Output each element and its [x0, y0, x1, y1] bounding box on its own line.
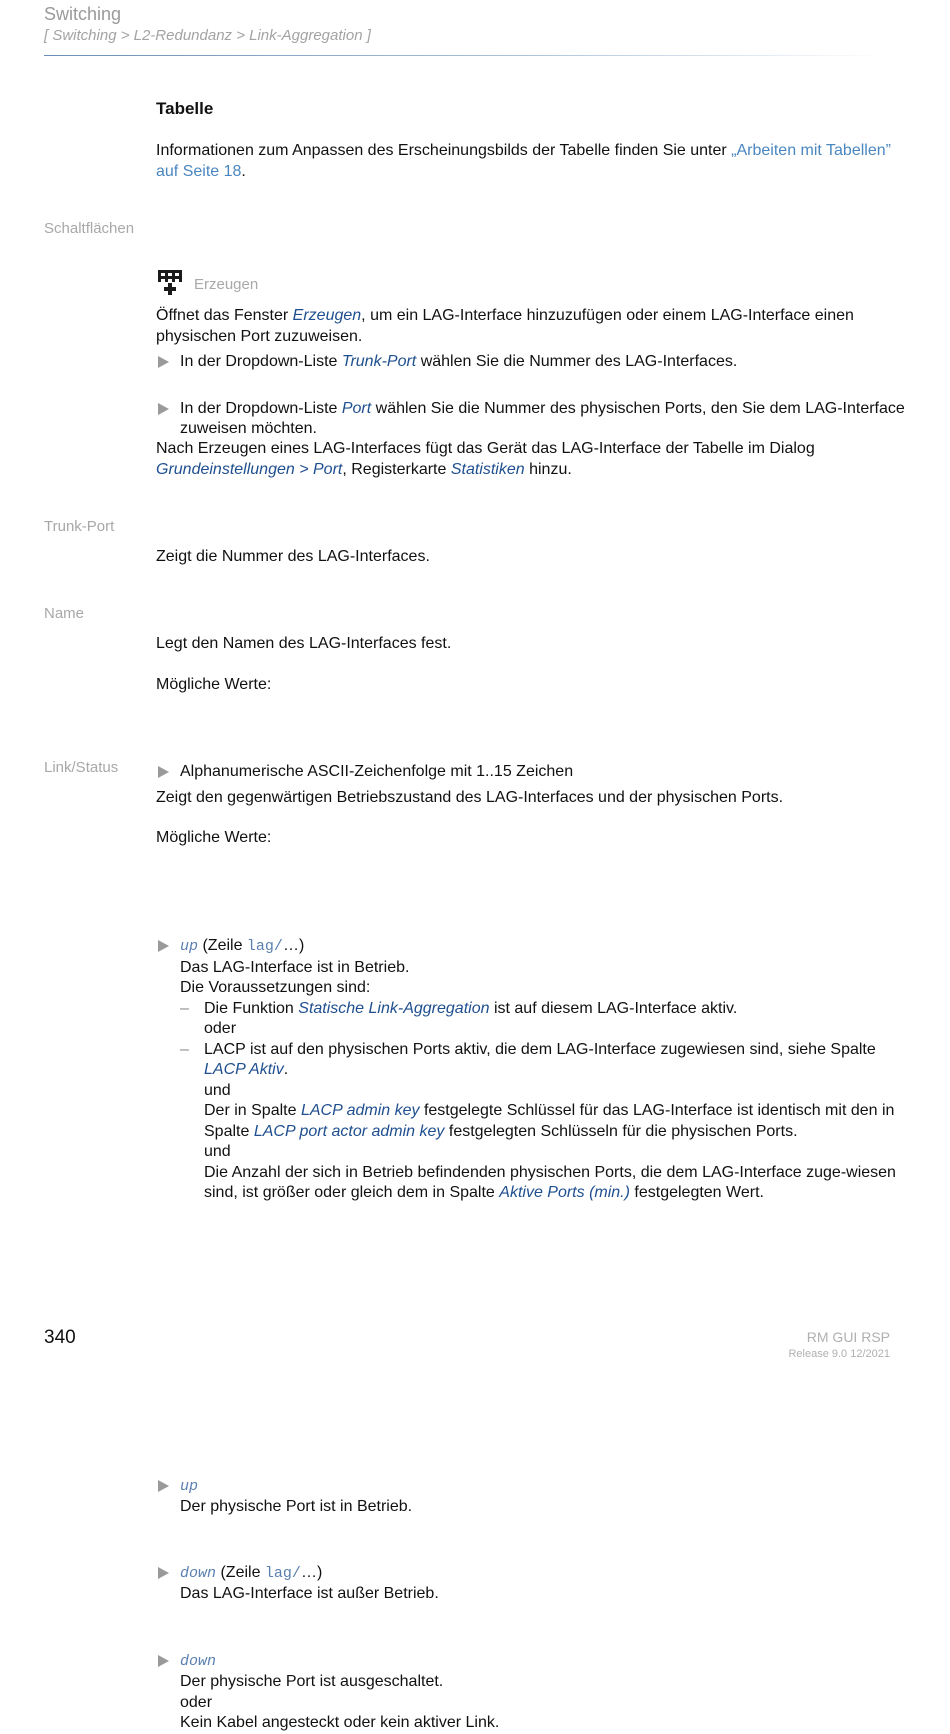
name-values-heading: Mögliche Werte: — [156, 676, 272, 693]
bullet-triangle-icon — [158, 1567, 169, 1579]
ref-port: Port — [341, 399, 372, 417]
page-header-title: Switching — [44, 4, 122, 24]
bullet-triangle-icon — [158, 1655, 169, 1667]
text: oder — [204, 1020, 237, 1037]
value-down: down — [180, 1652, 217, 1670]
text: …) — [282, 937, 305, 954]
key-paragraph — [180, 1101, 920, 1142]
text: …) — [300, 1563, 323, 1581]
header-divider — [44, 55, 884, 56]
ref-trunk-port: Trunk-Port — [341, 353, 417, 370]
text: , um ein LAG-Interface hinzuzufügen oder einem LAG-Interface einen physischen Port zuzuweisen. — [156, 307, 854, 345]
count-paragraph — [180, 1163, 920, 1204]
text: In der Dropdown-Liste — [180, 399, 342, 417]
after-create-paragraph — [156, 439, 896, 480]
value-down: down — [180, 1564, 217, 1582]
create-table-icon — [156, 268, 184, 303]
ref-basic-settings-port: Grundeinstellungen > Port — [156, 460, 343, 478]
dash-item — [180, 1040, 920, 1081]
ref-lacp-admin-key: LACP admin key — [300, 1102, 420, 1119]
text: Kein Kabel angesteckt oder kein aktiver Link. — [180, 1714, 500, 1731]
value-up: up — [180, 938, 199, 955]
create-description — [156, 306, 896, 347]
dash-item — [180, 999, 920, 1020]
text: hinzu. — [524, 460, 572, 478]
page-number: 340 — [44, 1327, 76, 1348]
text: Die Funktion — [204, 999, 299, 1017]
text: . — [283, 1061, 289, 1078]
text: festgelegten Schlüsseln für die physischen Ports. — [444, 1122, 798, 1140]
trunk-port-description: Zeigt die Nummer des LAG-Interfaces. — [156, 548, 430, 565]
text: Öffnet das Fenster — [156, 307, 293, 324]
side-label-trunk-port: Trunk-Port — [44, 518, 115, 535]
bullet-triangle-icon — [158, 403, 169, 415]
name-description: Legt den Namen des LAG-Interfaces fest. — [156, 635, 452, 652]
code-lag: lag/ — [246, 938, 283, 955]
ref-statistics: Statistiken — [450, 460, 525, 478]
table-intro-end: . — [241, 162, 246, 180]
dash-icon: – — [180, 999, 189, 1017]
text: und — [204, 1081, 231, 1099]
text: Das LAG-Interface ist außer Betrieb. — [180, 1585, 439, 1602]
ref-active-ports-min: Aktive Ports (min.) — [499, 1184, 630, 1201]
create-button[interactable] — [156, 268, 896, 303]
list-item-up-lag — [156, 936, 920, 1204]
table-intro-paragraph — [156, 141, 896, 182]
side-label-name: Name — [44, 605, 85, 622]
text: Der in Spalte — [204, 1102, 301, 1119]
text: Die Anzahl der sich in Betrieb befindenden physischen Ports, die dem LAG-Interface zuge-wiesen sind, ist größer oder gleich dem in Spalte — [204, 1163, 896, 1201]
text: festgelegte Schlüssel für das LAG-Interface ist identisch mit den in Spalte — [204, 1102, 895, 1140]
text: oder — [180, 1693, 213, 1711]
list-item — [156, 352, 920, 373]
release-info: Release 9.0 12/2021 — [788, 1348, 890, 1360]
list-item-down-lag — [156, 1563, 920, 1605]
document-name: RM GUI RSP — [806, 1329, 890, 1345]
text: wählen Sie die Nummer des physischen Ports, den Sie dem LAG-Interface zuweisen möchten. — [180, 399, 905, 437]
code-lag: lag/ — [264, 1564, 301, 1582]
bullet-triangle-icon — [158, 356, 169, 368]
section-heading-tabelle: Tabelle — [156, 99, 214, 118]
text: und — [204, 1143, 231, 1160]
text: , Registerkarte — [342, 460, 451, 478]
list-item-down-port — [156, 1651, 920, 1734]
text: Alphanumerische ASCII-Zeichenfolge mit 1..15 Zeichen — [180, 762, 574, 780]
tables-chapter-link[interactable]: „Arbeiten mit Tabellen” auf Seite 18 — [156, 142, 891, 180]
text: Das LAG-Interface ist in Betrieb. — [180, 958, 410, 976]
ref-lacp-active: LACP Aktiv — [204, 1061, 284, 1078]
list-item-up-port — [156, 1476, 920, 1518]
link-status-values-heading: Mögliche Werte: — [156, 829, 272, 846]
text: Nach Erzeugen eines LAG-Interfaces fügt das Gerät das LAG-Interface der Tabelle im Dialog — [156, 440, 815, 457]
text: Der physische Port ist ausgeschaltet. — [180, 1673, 444, 1690]
text: LACP ist auf den physischen Ports aktiv, die dem LAG-Interface zugewiesen sind, siehe Spalte — [204, 1040, 876, 1058]
value-up: up — [180, 1477, 199, 1495]
text: festgelegten Wert. — [629, 1184, 764, 1201]
ref-lacp-port-actor-admin-key: LACP port actor admin key — [253, 1122, 445, 1140]
text: Der physische Port ist in Betrieb. — [180, 1498, 413, 1515]
text: In der Dropdown-Liste — [180, 353, 342, 370]
bullet-triangle-icon — [158, 766, 169, 778]
table-intro-text: Informationen zum Anpassen des Erscheinungsbilds der Tabelle finden Sie unter — [156, 142, 732, 159]
list-item — [156, 762, 920, 783]
ref-erzeugen: Erzeugen — [292, 307, 362, 324]
text: (Zeile — [198, 937, 247, 954]
text: wählen Sie die Nummer des LAG-Interfaces. — [416, 353, 738, 370]
dash-icon: – — [180, 1040, 189, 1058]
link-status-description: Zeigt den gegenwärtigen Betriebszustand des LAG-Interfaces und der physischen Ports. — [156, 789, 784, 806]
breadcrumb: [ Switching > L2-Redundanz > Link-Aggregation ] — [44, 27, 371, 44]
bullet-triangle-icon — [158, 1480, 169, 1492]
create-button-label: Erzeugen — [194, 276, 259, 293]
text: Die Voraussetzungen sind: — [180, 979, 371, 996]
side-label-link-status: Link/Status — [44, 759, 119, 776]
side-label-buttons: Schaltflächen — [44, 220, 135, 237]
ref-static-link-aggregation: Statische Link-Aggregation — [298, 999, 490, 1017]
text: ist auf diesem LAG-Interface aktiv. — [489, 999, 738, 1017]
bullet-triangle-icon — [158, 940, 169, 952]
text: (Zeile — [216, 1563, 265, 1581]
list-item — [156, 399, 920, 440]
